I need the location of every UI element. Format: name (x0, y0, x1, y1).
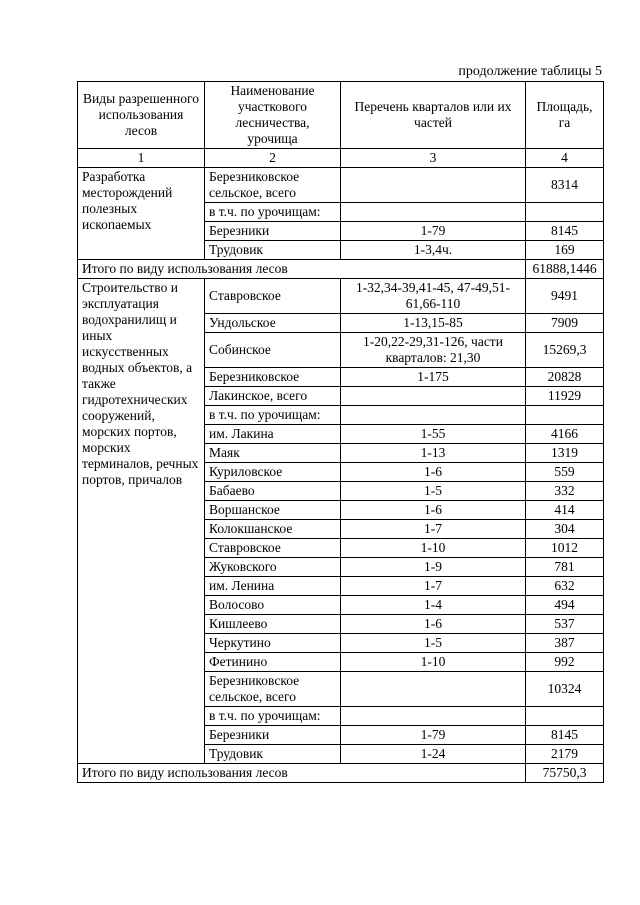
forestry-name-cell: Колокшанское (205, 520, 341, 539)
area-cell: 8145 (526, 726, 604, 745)
forestry-name-cell: Бабаево (205, 482, 341, 501)
total-row (78, 764, 604, 783)
forestry-name-cell: Фетинино (205, 653, 341, 672)
quarters-cell: 1-10 (341, 653, 526, 672)
forestry-name-cell: им. Лакина (205, 425, 341, 444)
header-forestry-name: Наименование участкового лесничества, урочища (205, 82, 341, 149)
total-area: 61888,1446 (526, 260, 604, 279)
quarters-cell (341, 406, 526, 425)
area-cell (526, 203, 604, 222)
area-cell: 20828 (526, 368, 604, 387)
area-cell: 992 (526, 653, 604, 672)
area-cell: 1012 (526, 539, 604, 558)
area-cell: 10324 (526, 672, 604, 707)
quarters-cell: 1-55 (341, 425, 526, 444)
forestry-name-cell: им. Ленина (205, 577, 341, 596)
area-cell: 7909 (526, 314, 604, 333)
quarters-cell: 1-3,4ч. (341, 241, 526, 260)
forestry-name-cell: в т.ч. по урочищам: (205, 203, 341, 222)
quarters-cell (341, 707, 526, 726)
area-cell: 414 (526, 501, 604, 520)
quarters-cell: 1-6 (341, 501, 526, 520)
area-cell: 1319 (526, 444, 604, 463)
forestry-name-cell: Березниковское (205, 368, 341, 387)
forestry-name-cell: Кишлеево (205, 615, 341, 634)
forestry-name-cell: Куриловское (205, 463, 341, 482)
quarters-cell (341, 387, 526, 406)
column-number: 2 (205, 149, 341, 168)
area-cell: 387 (526, 634, 604, 653)
quarters-cell: 1-7 (341, 520, 526, 539)
header-row (78, 82, 604, 149)
forestry-name-cell: Волосово (205, 596, 341, 615)
area-cell: 9491 (526, 279, 604, 314)
total-label: Итого по виду использования лесов (78, 764, 526, 783)
forestry-name-cell: Трудовик (205, 745, 341, 764)
quarters-cell: 1-20,22-29,31-126, части кварталов: 21,30 (341, 333, 526, 368)
quarters-cell: 1-13,15-85 (341, 314, 526, 333)
quarters-cell: 1-5 (341, 634, 526, 653)
forestry-name-cell: Трудовик (205, 241, 341, 260)
column-number-row (78, 149, 604, 168)
forestry-name-cell: Березники (205, 726, 341, 745)
quarters-cell: 1-13 (341, 444, 526, 463)
area-cell: 169 (526, 241, 604, 260)
quarters-cell: 1-32,34-39,41-45, 47-49,51-61,66-110 (341, 279, 526, 314)
forestry-name-cell: Ставровское (205, 279, 341, 314)
forestry-name-cell: Березниковское сельское, всего (205, 672, 341, 707)
quarters-cell: 1-24 (341, 745, 526, 764)
area-cell (526, 707, 604, 726)
quarters-cell: 1-79 (341, 222, 526, 241)
area-cell: 781 (526, 558, 604, 577)
forestry-name-cell: Березники (205, 222, 341, 241)
area-cell: 8314 (526, 168, 604, 203)
area-cell: 632 (526, 577, 604, 596)
header-use-type: Виды разрешенного использования лесов (78, 82, 205, 149)
area-cell: 15269,3 (526, 333, 604, 368)
quarters-cell: 1-6 (341, 615, 526, 634)
quarters-cell: 1-7 (341, 577, 526, 596)
column-number: 4 (526, 149, 604, 168)
area-cell: 8145 (526, 222, 604, 241)
forestry-name-cell: Собинское (205, 333, 341, 368)
total-label: Итого по виду использования лесов (78, 260, 526, 279)
area-cell (526, 406, 604, 425)
quarters-cell: 1-4 (341, 596, 526, 615)
forestry-name-cell: Ундольское (205, 314, 341, 333)
area-cell: 2179 (526, 745, 604, 764)
quarters-cell: 1-10 (341, 539, 526, 558)
quarters-cell (341, 168, 526, 203)
quarters-cell: 1-9 (341, 558, 526, 577)
column-number: 3 (341, 149, 526, 168)
quarters-cell: 1-6 (341, 463, 526, 482)
quarters-cell: 1-79 (341, 726, 526, 745)
forestry-name-cell: Ставровское (205, 539, 341, 558)
total-row (78, 260, 604, 279)
area-cell: 559 (526, 463, 604, 482)
quarters-cell: 1-175 (341, 368, 526, 387)
forestry-name-cell: Лакинское, всего (205, 387, 341, 406)
forestry-name-cell: Черкутино (205, 634, 341, 653)
table-row (78, 168, 604, 203)
quarters-cell (341, 672, 526, 707)
area-cell: 4166 (526, 425, 604, 444)
use-type-cell: Строительство и эксплуатация водохранилищ и иных искусственных водных объектов, а также гидротехнических сооружений, морских портов, морских терминалов, речных портов, причалов (78, 279, 205, 764)
forestry-name-cell: Жуковского (205, 558, 341, 577)
forestry-name-cell: Березниковское сельское, всего (205, 168, 341, 203)
forestry-name-cell: в т.ч. по урочищам: (205, 707, 341, 726)
forestry-name-cell: в т.ч. по урочищам: (205, 406, 341, 425)
header-quarters: Перечень кварталов или их частей (341, 82, 526, 149)
area-cell: 332 (526, 482, 604, 501)
total-area: 75750,3 (526, 764, 604, 783)
area-cell: 304 (526, 520, 604, 539)
table-continuation-caption: продолжение таблицы 5 (458, 64, 602, 79)
column-number: 1 (78, 149, 205, 168)
quarters-cell: 1-5 (341, 482, 526, 501)
use-type-cell: Разработка месторождений полезных ископаемых (78, 168, 205, 260)
quarters-cell (341, 203, 526, 222)
area-cell: 494 (526, 596, 604, 615)
forestry-name-cell: Маяк (205, 444, 341, 463)
table-row (78, 279, 604, 314)
area-cell: 537 (526, 615, 604, 634)
header-area: Площадь, га (526, 82, 604, 149)
forest-use-table (77, 81, 604, 783)
forestry-name-cell: Воршанское (205, 501, 341, 520)
area-cell: 11929 (526, 387, 604, 406)
